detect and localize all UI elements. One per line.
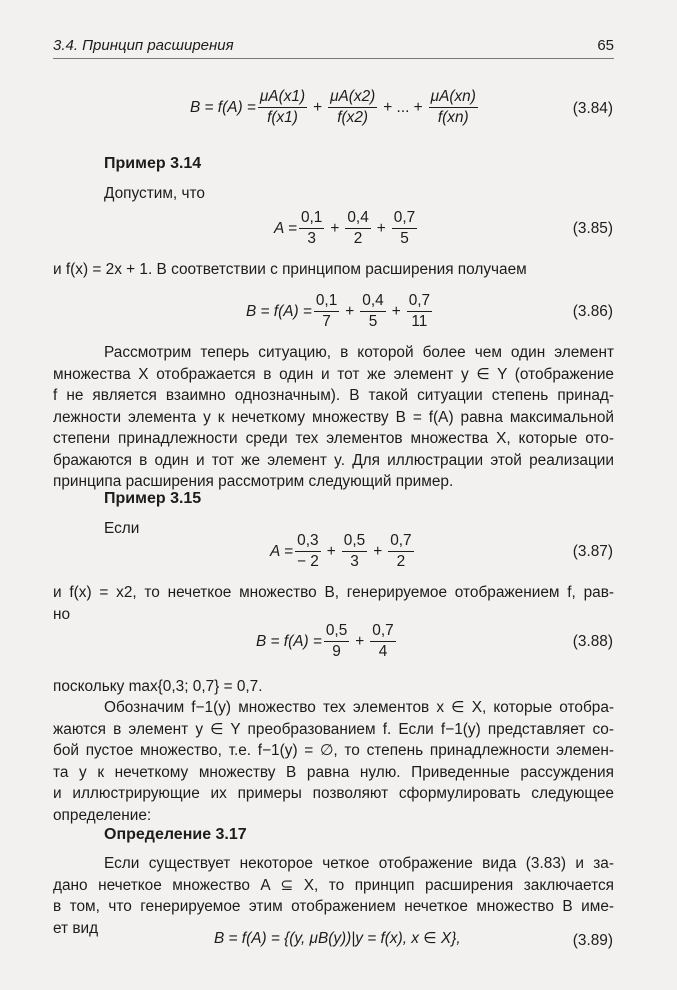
definition-heading: Определение 3.17 [104,826,247,843]
example-heading: Пример 3.15 [104,490,202,507]
equation-3-88: B = f(A) = $\frac{0,5}{9}$ + $\frac{0,7}{4}$ [256,622,394,660]
equation-number: (3.88) [572,633,613,650]
example-intro: Если [104,520,140,537]
fraction: $\frac{\mu A(x1)}{f(x1)}$ [259,88,306,126]
fraction: $\frac{\mu A(xn)}{f(xn)}$ [430,88,476,126]
equation-3-87: A = $\frac{0,3}{- 2}$ + $\frac{0,5}{3}$ + $\frac{0,7}{2}$ [270,532,412,570]
equation-number: (3.87) [572,543,613,560]
equation-number: (3.86) [572,303,613,320]
paragraph: и f(x) = x2, то нечеткое множество B, генерируемое отображением f, рав- но [53,584,614,623]
paragraph: и f(x) = 2x + 1. В соответствии с принципом расширения получаем [53,261,527,278]
equation-3-89: B = f(A) = {(y, μB(y))|y = f(x), x ∈ X}, [214,930,461,947]
equation-3-84: B = f(A) = $\frac{\mu A(x1)}{f(x1)}$ + $\frac{\mu A(x2)}{f(x2)}$ + ... + $\frac{\mu A(xn)}{f(xn)}$ [190,88,476,126]
fraction: $\frac{\mu A(x2)}{f(x2)}$ [330,88,376,126]
equation-number: (3.85) [572,220,613,237]
example-heading: Пример 3.14 [104,155,202,172]
equation-number: (3.89) [572,932,613,949]
equation-number: (3.84) [572,100,613,117]
example-intro: Допустим, что [104,185,205,202]
section-title: 3.4. Принцип расширения [53,37,234,54]
page-number: 65 [597,37,614,54]
running-header [53,34,614,59]
paragraph: поскольку max{0,3; 0,7} = 0,7. [53,678,263,695]
paragraph: Если существует некоторое четкое отображение вида (3.83) и за- дано нечеткое множество A ⊆ X, то принцип расширения заключается в том, что генерируемое этим отображением нечеткое множество B име- ет вид [53,855,614,937]
equation-3-86: B = f(A) = $\frac{0,1}{7}$ + $\frac{0,4}{5}$ + $\frac{0,7}{11}$ [246,292,431,330]
paragraph: Обозначим f−1(y) множество тех элементов x ∈ X, которые отобра- жаются в элемент y ∈ Y преобразованием f. Если f−1(y) представляет со- бой пустое множество, т.е. f−1(y) = ∅, то степень принадлежности элемен- та y к нечеткому множеству B равна нулю. Приведенные рассуждения и иллюстрирующие их примеры позволяют сформулировать следующее определение: [53,699,614,824]
equation-3-85: A = $\frac{0,1}{3}$ + $\frac{0,4}{2}$ + $\frac{0,7}{5}$ [274,209,416,247]
paragraph: Рассмотрим теперь ситуацию, в которой более чем один элемент множества X отображается в один и тот же элемент y ∈ Y (отображение f не является взаимно однозначным). В такой ситуации степень принад- лежности элемента y к нечеткому множеству B = f(A) равна максимальной степени принадлежности среди тех элементов множества X, которые ото- бражаются в один и тот же элемент y. Для иллюстрации этой реализации принципа расширения рассмотрим следующий пример. [53,344,614,490]
